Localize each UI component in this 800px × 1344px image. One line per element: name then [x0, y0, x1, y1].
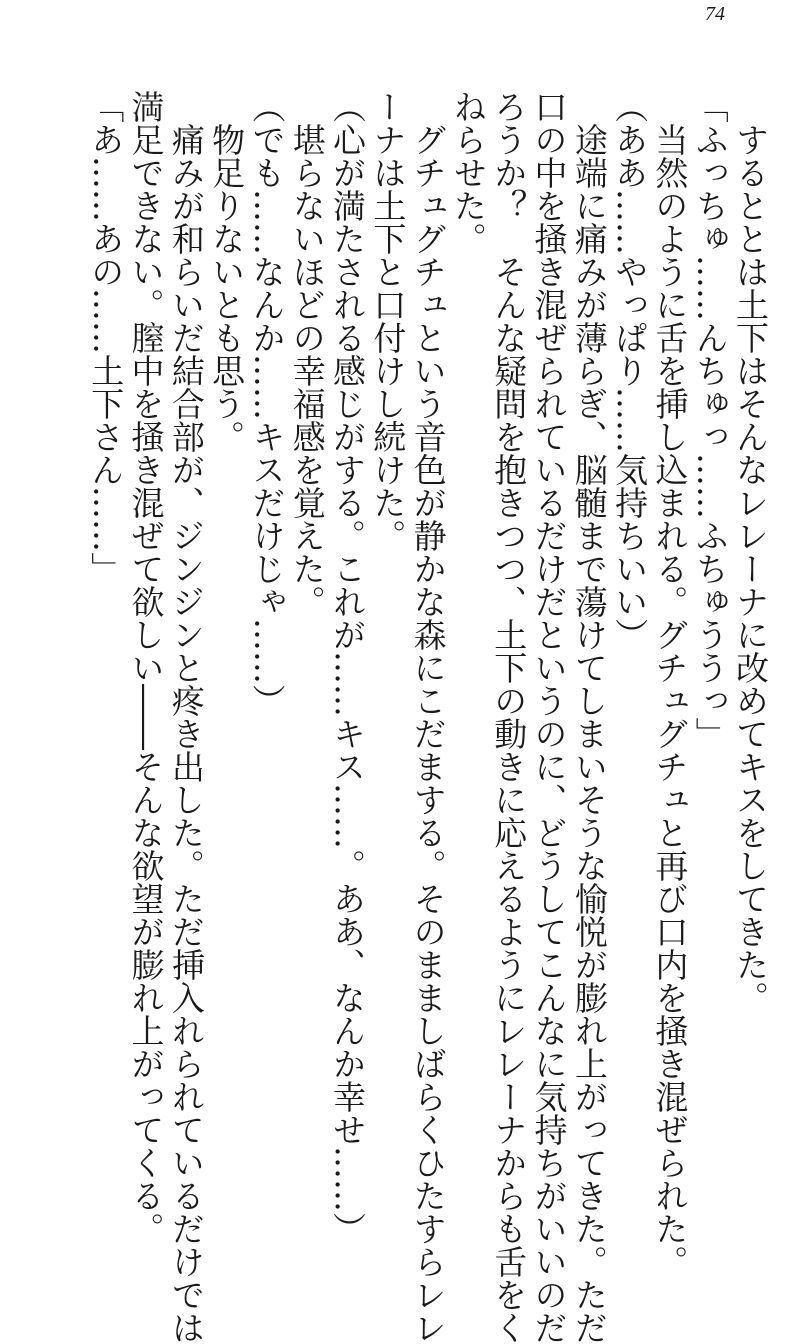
text-line-17: 「あ……あの……土下さん……」	[86, 90, 126, 585]
text-line-3: 当然のように舌を挿し込まれる。グチュグチュと再び口内を掻き混ぜられた。	[650, 123, 690, 1278]
text-line-15: 痛みが和らいだ結合部が、ジンジンと疼き出した。ただ挿入れられているだけでは	[166, 123, 206, 1344]
text-line-1: するととは土下はそんなレレーナに改めてキスをしてきた。	[731, 123, 770, 1014]
text-line-6: 口の中を掻き混ぜられているだけだというのに、どうしてこんなに気持ちがいいのだ	[529, 90, 569, 1344]
text-line-5: 途端に痛みが薄らぎ、脳髄まで蕩けてしまいそうな愉悦が膨れ上がってきた。ただ	[569, 123, 609, 1344]
novel-body-text	[86, 90, 770, 1344]
text-line-8: ねらせた。	[448, 90, 488, 255]
text-line-11: （心が満たされる感じがする。これが……キス……。ああ、なんか幸せ……）	[328, 90, 368, 1245]
text-line-2: 「ふっちゅ……んちゅっ……ふちゅううっ」	[690, 90, 730, 750]
text-line-16: 満足できない。膣中を掻き混ぜて欲しい――そんな欲望が膨れ上がってくる。	[126, 90, 166, 1245]
text-line-13: （でも……なんか……キスだけじゃ……）	[247, 90, 287, 717]
text-line-12: 堪らないほどの幸福感を覚えた。	[287, 123, 327, 618]
text-line-9: グチュグチュという音色が静かな森にこだまする。そのまましばらくひたすらレレ	[408, 123, 448, 1344]
text-line-7: ろうか？ そんな疑問を抱きつつ、土下の動きに応えるようにレレーナからも舌をく	[489, 90, 529, 1344]
text-line-10: ーナは土下と口付けし続けた。	[368, 90, 408, 552]
text-line-14: 物足りないとも思う。	[207, 123, 247, 453]
page-number: 74	[705, 3, 725, 25]
text-line-4: （ああ……やっぱり……気持ちいい）	[610, 90, 650, 651]
